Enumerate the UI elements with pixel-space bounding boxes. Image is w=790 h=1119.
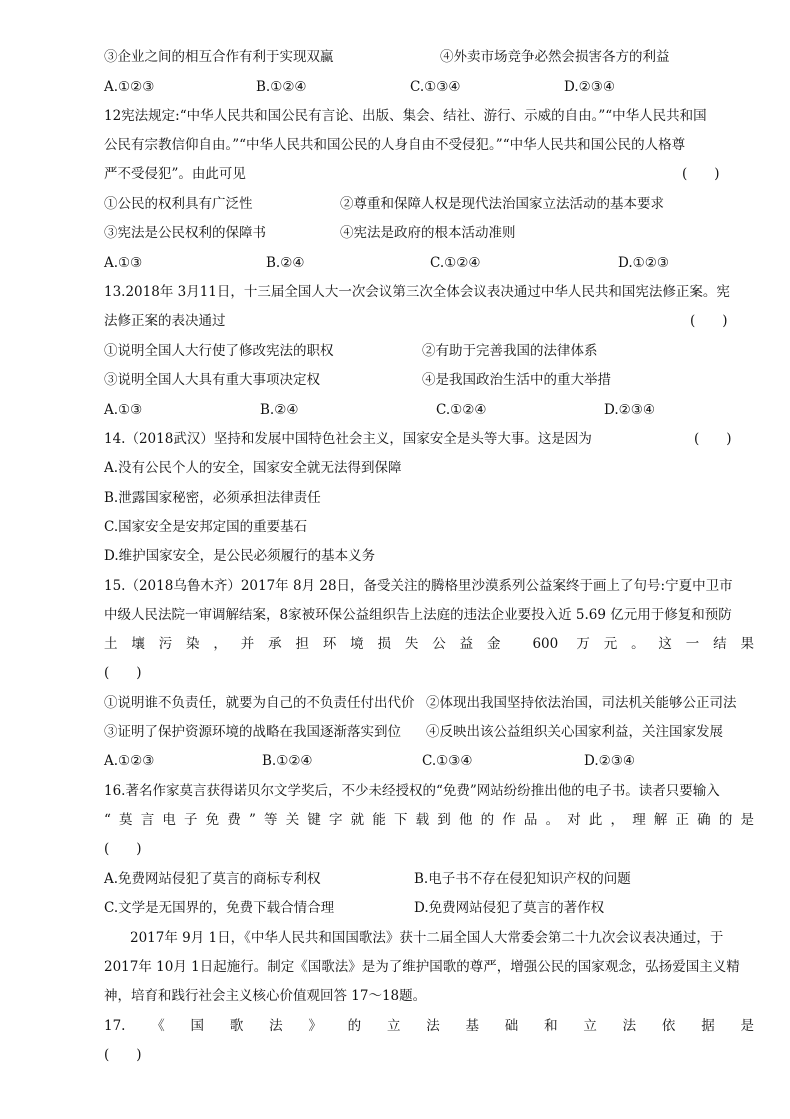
q13-option-4: ④是我国政治生活中的重大举措: [422, 372, 611, 388]
q13-answer-b: B.②④: [260, 402, 299, 418]
q15-answer-blank: ( ): [104, 665, 142, 681]
q13-answer-d: D.②③④: [604, 402, 655, 418]
q11-answer-a: A.①②③: [104, 79, 155, 95]
q16-answer-blank: ( ): [104, 841, 142, 857]
q15-answer-b: B.①②④: [262, 753, 313, 769]
q17-stem-line-1: 17.《国歌法》的立法基础和立法依据是: [104, 1018, 754, 1034]
q12-answer-blank: ( ): [682, 166, 720, 182]
q15-answer-a: A.①②③: [104, 753, 155, 769]
q14-answer-blank: ( ): [694, 431, 732, 447]
q13-stem-line-1: 13.2018年 3月11日，十三届全国人大一次会议第三次全体会议表决通过中华人民共和国宪法修正案。宪: [104, 284, 730, 300]
q12-stem-line-3-text: 严不受侵犯”。由此可见: [104, 166, 246, 182]
q13-stem-line-2-text: 法修正案的表决通过: [104, 313, 226, 329]
material-line-1: 2017年 9月 1日，《中华人民共和国国歌法》获十二届全国人大常委会第二十九次会议表决通过，于: [130, 930, 724, 946]
q15-option-1: ①说明谁不负责任，就要为自己的不负责任付出代价: [104, 695, 415, 711]
material-line-3: 神，培育和践行社会主义核心价值观回答 17～18题。: [104, 988, 427, 1004]
q16-option-c: C.文学是无国界的，免费下载合情合理: [104, 900, 335, 916]
q13-option-2: ②有助于完善我国的法律体系: [422, 343, 598, 359]
q12-answer-d: D.①②③: [618, 255, 669, 271]
q15-stem-line-2: 中级人民法院一审调解结案，8家被环保公益组织告上法庭的违法企业要投入近 5.69 亿元用于修复和预防: [104, 607, 732, 623]
q12-option-3: ③宪法是公民权利的保障书: [104, 225, 266, 241]
q15-option-3: ③证明了保护资源环境的战略在我国逐渐落实到位: [104, 724, 401, 740]
q16-stem-line-1: 16.著名作家莫言获得诺贝尔文学奖后，不少未经授权的“免费”网站纷纷推出他的电子书。读者只要输入: [104, 783, 720, 799]
q14-option-c: C.国家安全是安邦定国的重要基石: [104, 519, 308, 535]
q14-option-d: D.维护国家安全，是公民必须履行的基本义务: [104, 548, 376, 564]
q12-answer-b: B.②④: [266, 255, 305, 271]
q16-stem-line-2: “莫言电子免费”等关键字就能下载到他的作品。对此，理解正确的是: [104, 812, 754, 828]
q12-option-1: ①公民的权利具有广泛性: [104, 196, 253, 212]
material-line-2: 2017年 10月 1日起施行。制定《国歌法》是为了维护国歌的尊严，增强公民的国家观念，弘扬爱国主义精: [104, 959, 740, 975]
q13-option-1: ①说明全国人大行使了修改宪法的职权: [104, 343, 334, 359]
q16-option-d: D.免费网站侵犯了莫言的著作权: [414, 900, 605, 916]
q11-option-3: ③企业之间的相互合作有利于实现双赢: [104, 49, 334, 65]
q13-answer-c: C.①②④: [436, 402, 487, 418]
q14-option-b: B.泄露国家秘密，必须承担法律责任: [104, 490, 321, 506]
q17-answer-blank: ( ): [104, 1047, 142, 1063]
q16-option-b: B.电子书不存在侵犯知识产权的问题: [414, 871, 631, 887]
q14-option-a: A.没有公民个人的安全，国家安全就无法得到保障: [104, 460, 402, 476]
q12-answer-a: A.①③: [104, 255, 143, 271]
q15-option-4: ④反映出该公益组织关心国家利益，关注国家发展: [426, 724, 723, 740]
q12-option-2: ②尊重和保障人权是现代法治国家立法活动的基本要求: [340, 196, 664, 212]
q13-answer-a: A.①③: [104, 402, 143, 418]
q15-answer-d: D.②③④: [584, 753, 635, 769]
q12-option-4: ④宪法是政府的根本活动准则: [340, 225, 516, 241]
q14-stem-text: 14.（2018武汉）坚持和发展中国特色社会主义，国家安全是头等大事。这是因为: [104, 431, 592, 447]
q12-answer-c: C.①②④: [430, 255, 481, 271]
q15-answer-c: C.①③④: [422, 753, 473, 769]
q12-stem-line-2: 公民有宗教信仰自由。”“中华人民共和国公民的人身自由不受侵犯。”“中华人民共和国公民的人格尊: [104, 137, 686, 153]
q16-option-a: A.免费网站侵犯了莫言的商标专利权: [104, 871, 321, 887]
q15-stem-line-3: 土壤污染，并承担环境损失公益金 600 万元。这一结果: [104, 636, 754, 652]
q11-option-4: ④外卖市场竞争必然会损害各方的利益: [440, 49, 670, 65]
q11-answer-c: C.①③④: [410, 79, 461, 95]
q13-option-3: ③说明全国人大具有重大事项决定权: [104, 372, 320, 388]
q11-answer-d: D.②③④: [564, 79, 615, 95]
q15-option-2: ②体现出我国坚持依法治国，司法机关能够公正司法: [426, 695, 737, 711]
q12-stem-line-1: 12宪法规定:“中华人民共和国公民有言论、出版、集会、结社、游行、示威的自由。”“中华人民共和国: [104, 108, 707, 124]
q11-answer-b: B.①②④: [256, 79, 307, 95]
q13-answer-blank: ( ): [690, 313, 728, 329]
q15-stem-line-1: 15.（2018乌鲁木齐）2017年 8月 28日，备受关注的腾格里沙漠系列公益案终于画上了句号:宁夏中卫市: [104, 578, 733, 594]
